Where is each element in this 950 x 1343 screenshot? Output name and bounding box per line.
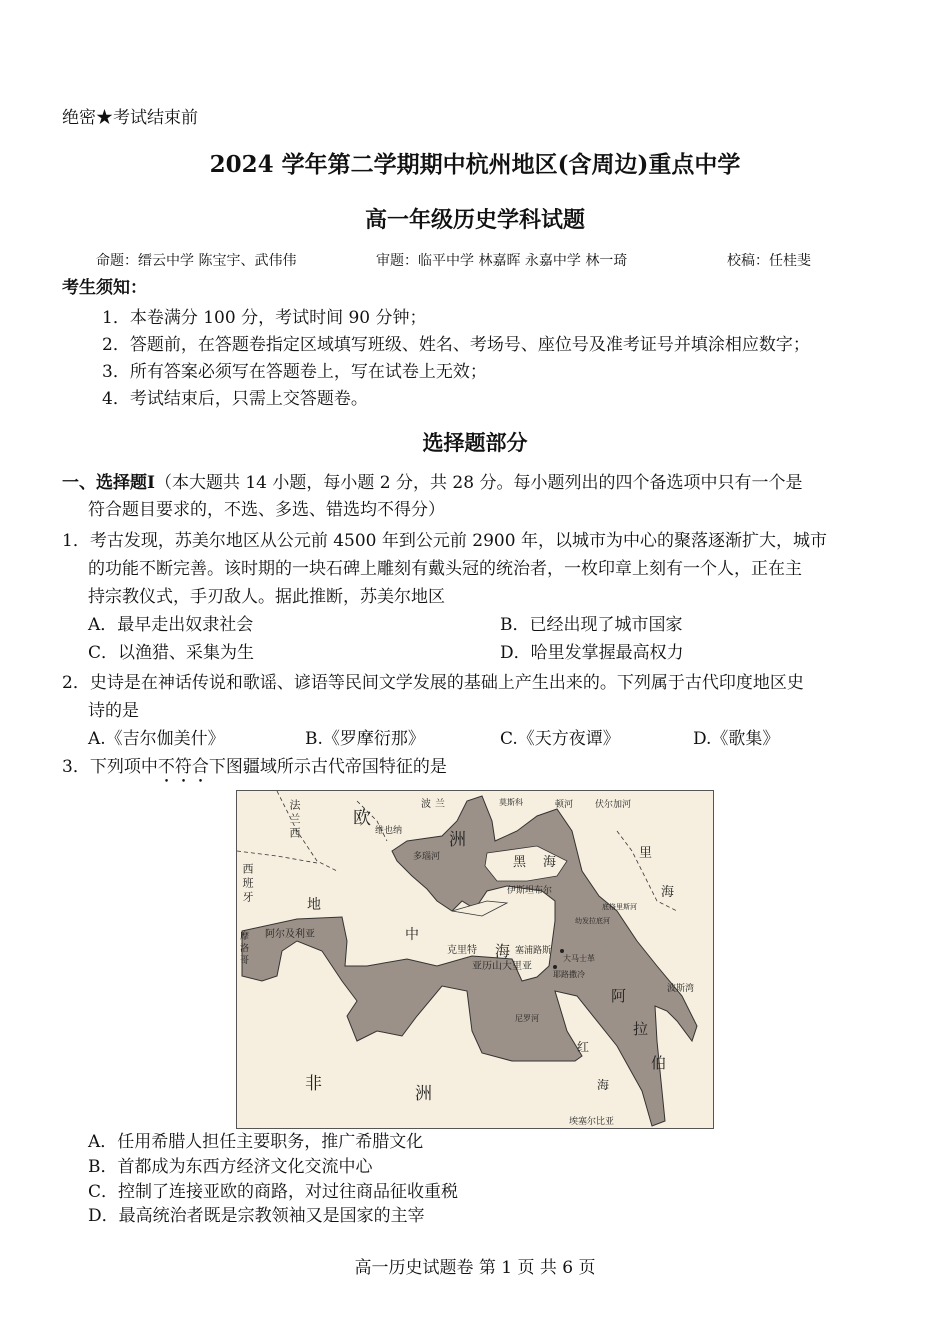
map-label-nile: 尼罗河 — [515, 1014, 539, 1023]
notice-item: 1．本卷满分 100 分，考试时间 90 分钟； — [102, 308, 427, 328]
map-label-black-sea-1: 黑 — [513, 855, 527, 870]
credit-reviewer: 审题：临平中学 林嘉晖 永嘉中学 林一琦 — [376, 253, 628, 269]
map-label-jerusalem: 耶路撒冷 — [553, 970, 585, 979]
stem-emphasis: 不符合 — [157, 757, 209, 777]
section-desc: （本大题共 14 小题，每小题 2 分，共 28 分。每小题列出的四个备选项中只有一个是 — [154, 473, 803, 493]
option-c[interactable]: C．控制了连接亚欧的商路，对过往商品征收重税 — [88, 1182, 459, 1202]
map-label-caspian-2: 海 — [661, 885, 675, 900]
notice-item: 4．考试结束后，只需上交答题卷。 — [102, 389, 368, 409]
option-b[interactable]: B.《罗摩衍那》 — [305, 729, 425, 749]
map-label-tigris: 底格里斯河 — [602, 903, 637, 911]
map-label-black-sea-2: 海 — [543, 855, 557, 870]
stem-text: 下图疆域所示古代帝国特征的是 — [208, 757, 447, 777]
map-label-crete: 克里特 — [447, 945, 477, 956]
question-1-line: 1．考古发现，苏美尔地区从公元前 4500 年到公元前 2900 年，以城市为中心的聚落逐渐扩大，城市 — [62, 531, 827, 551]
map-label-med-2: 中 — [405, 927, 419, 943]
map-label-france: 法兰西 — [288, 799, 301, 841]
option-a[interactable]: A．最早走出奴隶社会 — [88, 615, 254, 635]
question-2-line: 诗的是 — [88, 701, 139, 721]
map-label-arabia-1: 阿 — [611, 987, 627, 1005]
option-a[interactable]: A.《吉尔伽美什》 — [88, 729, 225, 749]
map-label-caspian-1: 里 — [639, 846, 653, 861]
question-2-line: 2．史诗是在神话传说和歌谣、谚语等民间文学发展的基础上产生出来的。下列属于古代印度地区史 — [62, 673, 804, 693]
map-label-alexandria: 亚历山大里亚 — [472, 961, 532, 972]
section-heading — [62, 472, 802, 494]
credit-author: 命题：缙云中学 陈宝宇、武伟伟 — [96, 253, 297, 269]
notice-item: 2．答题前，在答题卷指定区域填写班级、姓名、考场号、座位号及准考证号并填涂相应数字； — [102, 335, 810, 355]
map-label-arabia-3: 伯 — [651, 1054, 667, 1072]
notice-item: 3．所有答案必须写在答题卷上，写在试卷上无效； — [102, 362, 487, 382]
map-label-europe-1: 欧 — [353, 808, 371, 829]
confidential-mark: 绝密★考试结束前 — [62, 108, 198, 128]
map-label-red-sea-1: 红 — [577, 1040, 590, 1054]
map-label-poland: 波兰 — [421, 799, 449, 810]
page-footer: 高一历史试题卷 第 1 页 共 6 页 — [354, 1258, 596, 1278]
question-3-stem — [62, 756, 447, 787]
option-d[interactable]: D.《歌集》 — [693, 729, 780, 749]
stem-text: 3．下列项中 — [62, 757, 158, 777]
option-d[interactable]: D．哈里发掌握最高权力 — [500, 643, 684, 663]
map-label-persian-gulf: 波斯湾 — [667, 984, 695, 994]
option-d[interactable]: D．最高统治者既是宗教领袖又是国家的主宰 — [88, 1206, 425, 1226]
map-label-med-1: 地 — [307, 897, 321, 913]
map-label-europe-2: 洲 — [449, 830, 466, 850]
map-label-africa-1: 非 — [305, 1074, 322, 1094]
ottoman-empire-map — [236, 790, 714, 1129]
map-label-euphrates: 幼发拉底河 — [575, 917, 610, 925]
city-marker — [560, 949, 564, 953]
option-a[interactable]: A．任用希腊人担任主要职务，推广希腊文化 — [88, 1132, 424, 1152]
section-name: 选择题Ⅰ — [96, 473, 155, 493]
map-label-spain: 西班牙 — [241, 863, 254, 905]
map-label-med-3: 海 — [495, 942, 511, 960]
map-label-arabia-2: 拉 — [633, 1020, 649, 1038]
section-number: 一、 — [62, 473, 96, 493]
map-label-volga-river: 伏尔加河 — [595, 800, 632, 810]
map-label-vienna: 维也纳 — [375, 826, 403, 836]
notice-heading: 考生须知： — [62, 278, 147, 298]
question-1-line: 的功能不断完善。该时期的一块石碑上雕刻有戴头冠的统治者，一枚印章上刻有一个人，正在主 — [88, 559, 802, 579]
map-label-cyprus: 塞浦路斯 — [515, 946, 552, 956]
map-label-don-river: 顿河 — [555, 800, 574, 810]
exam-title: 2024 学年第二学期期中杭州地区(含周边)重点中学 — [209, 151, 741, 178]
map-label-istanbul: 伊斯坦布尔 — [507, 886, 553, 896]
option-c[interactable]: C.《天方夜谭》 — [500, 729, 620, 749]
section-desc-cont: 符合题目要求的，不选、多选、错选均不得分） — [88, 500, 445, 520]
map-label-ethiopia: 埃塞尔比亚 — [569, 1117, 615, 1127]
question-1-line: 持宗教仪式，手刃敌人。据此推断，苏美尔地区 — [88, 587, 445, 607]
map-label-damascus: 大马士革 — [563, 954, 595, 963]
map-label-moscow: 莫斯科 — [499, 798, 523, 807]
city-marker — [553, 965, 557, 969]
part-title: 选择题部分 — [422, 430, 528, 455]
option-c[interactable]: C．以渔猎、采集为生 — [88, 643, 255, 663]
credit-proof: 校稿：任桂斐 — [727, 253, 811, 269]
option-b[interactable]: B．首都成为东西方经济文化交流中心 — [88, 1157, 373, 1177]
map-label-danube: 多瑙河 — [413, 852, 441, 862]
map-label-algeria: 阿尔及利亚 — [265, 929, 315, 940]
map-label-red-sea-2: 海 — [597, 1078, 610, 1092]
exam-subtitle: 高一年级历史学科试题 — [364, 207, 585, 233]
map-label-africa-2: 洲 — [415, 1084, 432, 1104]
option-b[interactable]: B．已经出现了城市国家 — [500, 615, 683, 635]
map-label-morocco: 摩洛哥 — [238, 931, 248, 967]
